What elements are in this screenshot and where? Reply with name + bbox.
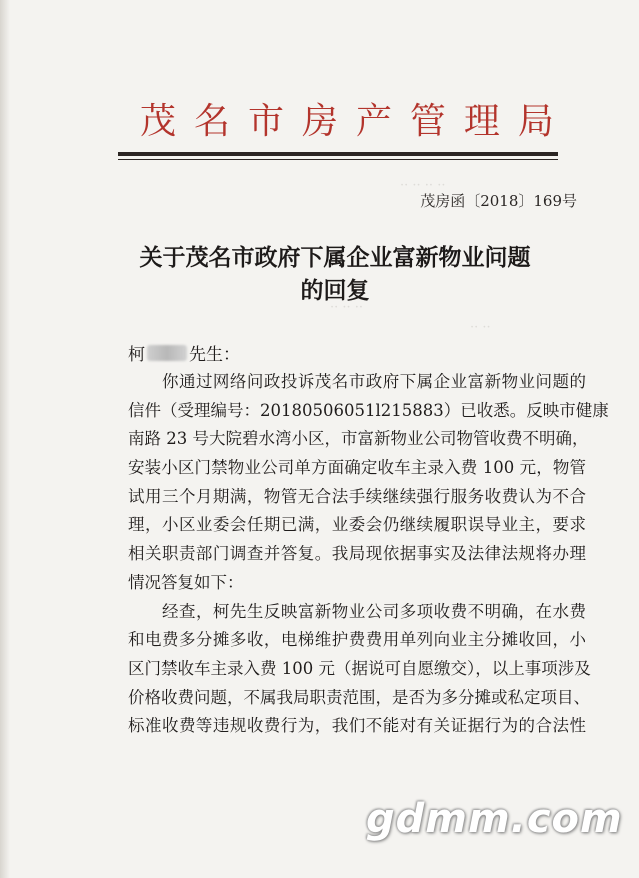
bleed-through: ·· ·· ·· <box>330 300 364 315</box>
letterhead-char: 房 <box>301 100 344 142</box>
body-line: 理，小区业委会任期已满，业委会仍继续履职误导业主，要求 <box>128 515 586 535</box>
body-line: 标准收费等违规收费行为，我们不能对有关证据行为的合法性 <box>128 716 586 736</box>
bleed-through: ·· ·· ·· ·· <box>400 178 446 193</box>
letterhead-char: 名 <box>193 100 236 142</box>
letterhead-char: 茂 <box>140 100 183 142</box>
title-line-1: 关于茂名市政府下属企业富新物业问题 <box>139 245 531 271</box>
body-line: 情况答复如下： <box>128 572 244 592</box>
body-line: 和电费多分摊多收，电梯维护费费用单列向业主分摊收回，小 <box>128 630 586 650</box>
letterhead <box>140 92 560 144</box>
letterhead-char: 理 <box>463 100 506 142</box>
paper-edge-shadow <box>0 0 10 878</box>
body-line: 南路 23 号大院碧水湾小区，市富新物业公司物管收费不明确， <box>128 429 589 449</box>
letterhead-char: 产 <box>355 100 398 142</box>
letterhead-rule-thick <box>118 152 558 156</box>
salutation-prefix: 柯 <box>128 345 145 365</box>
bleed-through: ·· ·· <box>470 320 491 335</box>
redacted-name <box>147 345 187 361</box>
document-number: 茂房函〔2018〕169号 <box>420 192 577 210</box>
body-line: 区门禁收车主录入费 100 元（据说可自愿缴交），以上事项涉及 <box>128 658 591 678</box>
document-body <box>128 368 609 741</box>
salutation <box>128 340 240 365</box>
salutation-suffix: 先生： <box>189 345 240 365</box>
body-line: 安装小区门禁物业公司单方面确定收车主录入费 100 元，物管 <box>128 458 586 478</box>
body-line: 试用三个月期满，物管无合法手续继续强行服务收费认为不合 <box>128 486 586 506</box>
letterhead-rule-thin <box>118 159 558 160</box>
site-watermark: gdmm.com <box>366 796 623 842</box>
body-line: 经查，柯先生反映富新物业公司多项收费不明确，在水费 <box>162 601 586 621</box>
letterhead-char: 管 <box>409 100 452 142</box>
letterhead-char: 市 <box>247 100 290 142</box>
document-title <box>100 242 570 308</box>
body-line: 价格收费问题，不属我局职责范围，是否为多分摊或私定项目、 <box>128 687 590 707</box>
body-line: 你通过网络问政投诉茂名市政府下属企业富新物业问题的 <box>162 372 586 391</box>
title-line-2: 的回复 <box>300 278 370 304</box>
body-line: 信件（受理编号：20180506051l215883）已收悉。反映市健康 <box>128 400 609 420</box>
letterhead-char: 局 <box>517 100 560 142</box>
body-line: 相关职责部门调查并答复。我局现依据事实及法律法规将办理 <box>128 544 586 564</box>
